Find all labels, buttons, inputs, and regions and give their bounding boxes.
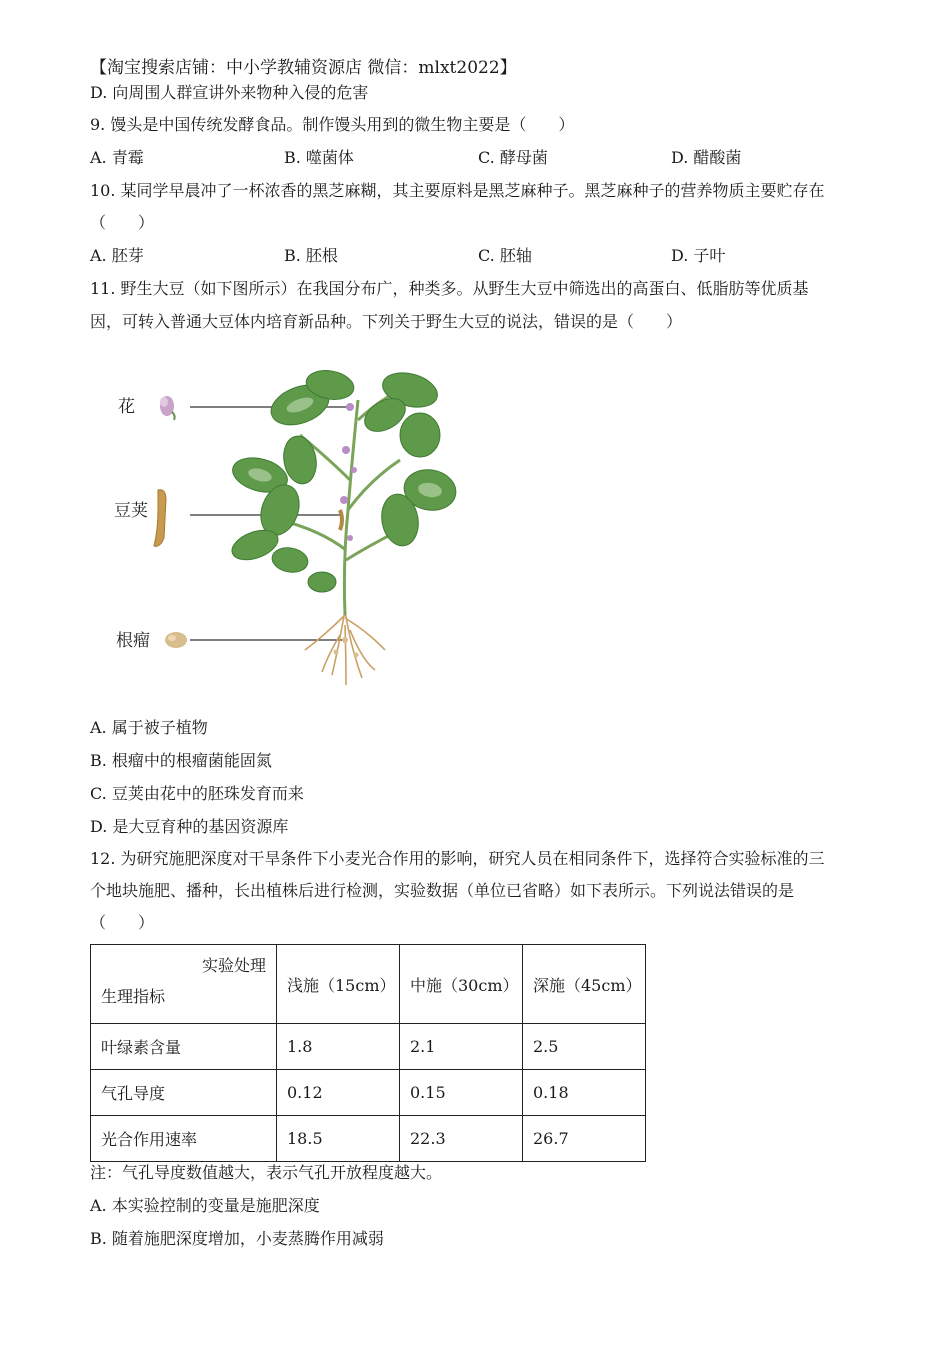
- row-label: 叶绿素含量: [91, 1024, 277, 1070]
- q11-stem-line1: 11. 野生大豆（如下图所示）在我国分布广，种类多。从野生大豆中筛选出的高蛋白、低脂肪等优质基: [90, 279, 809, 298]
- corner-bottom-label: 生理指标: [101, 987, 166, 1006]
- row-label: 光合作用速率: [91, 1116, 277, 1162]
- label-nodule: 根瘤: [116, 631, 150, 650]
- q12-stem-line1: 12. 为研究施肥深度对干旱条件下小麦光合作用的影响，研究人员在相同条件下，选择符合实验标准的三: [90, 849, 825, 868]
- table-cell: 18.5: [277, 1116, 400, 1162]
- q9-option-d: D. 醋酸菌: [671, 148, 742, 167]
- corner-top-label: 实验处理: [201, 956, 266, 975]
- q9-option-c: C. 酵母菌: [478, 148, 548, 167]
- label-pod: 豆荚: [114, 501, 148, 520]
- table-cell: 0.12: [277, 1070, 400, 1116]
- q9-option-a: A. 青霉: [90, 148, 144, 167]
- table-note: 注：气孔导度数值越大，表示气孔开放程度越大。: [90, 1163, 443, 1182]
- column-header: 深施（45cm）: [523, 945, 646, 1024]
- column-header: 浅施（15cm）: [277, 945, 400, 1024]
- q8-option-d: D. 向周围人群宣讲外来物种入侵的危害: [90, 83, 369, 102]
- table-cell: 2.5: [523, 1024, 646, 1070]
- q11-stem-line2: 因，可转入普通大豆体内培育新品种。下列关于野生大豆的说法，错误的是（ ）: [90, 312, 683, 331]
- q10-stem-line2: （ ）: [90, 213, 155, 232]
- pod-specimen-icon: [154, 490, 166, 547]
- table-cell: 22.3: [400, 1116, 523, 1162]
- q10-option-d: D. 子叶: [671, 246, 726, 265]
- q10-option-b: B. 胚根: [284, 246, 338, 265]
- flower-specimen-icon: [160, 396, 175, 420]
- soybean-plant-figure: [100, 360, 480, 690]
- experiment-data-table: [90, 944, 646, 1162]
- q12-stem-line3: （ ）: [90, 913, 155, 932]
- table-row: [91, 1070, 646, 1116]
- table-cell: 2.1: [400, 1024, 523, 1070]
- table-corner-cell: [91, 945, 277, 1024]
- table-header-row: [91, 945, 646, 1024]
- q11-option-a: A. 属于被子植物: [90, 718, 208, 737]
- q11-option-c: C. 豆荚由花中的胚珠发育而来: [90, 784, 304, 803]
- roots: [305, 610, 385, 685]
- label-flower: 花: [118, 397, 135, 416]
- table-cell: 0.15: [400, 1070, 523, 1116]
- column-header: 中施（30cm）: [400, 945, 523, 1024]
- table-row: [91, 1024, 646, 1070]
- q10-stem-line1: 10. 某同学早晨冲了一杯浓香的黑芝麻糊，其主要原料是黑芝麻种子。黑芝麻种子的营养物质主要贮存在: [90, 181, 825, 200]
- row-label: 气孔导度: [91, 1070, 277, 1116]
- watermark-header: 【淘宝搜索店铺：中小学教辅资源店 微信：mlxt2022】: [90, 58, 517, 78]
- q12-stem-line2: 个地块施肥、播种，长出植株后进行检测，实验数据（单位已省略）如下表所示。下列说法错误的是: [90, 881, 795, 900]
- q12-option-b: B. 随着施肥深度增加，小麦蒸腾作用减弱: [90, 1229, 384, 1248]
- q11-option-b: B. 根瘤中的根瘤菌能固氮: [90, 751, 272, 770]
- table-cell: 1.8: [277, 1024, 400, 1070]
- q9-stem: 9. 馒头是中国传统发酵食品。制作馒头用到的微生物主要是（ ）: [90, 115, 575, 134]
- q9-option-b: B. 噬菌体: [284, 148, 354, 167]
- table-cell: 0.18: [523, 1070, 646, 1116]
- q11-option-d: D. 是大豆育种的基因资源库: [90, 817, 289, 836]
- nodule-specimen-icon: [165, 632, 187, 648]
- table-row: [91, 1116, 646, 1162]
- q12-option-a: A. 本实验控制的变量是施肥深度: [90, 1196, 320, 1215]
- q10-option-a: A. 胚芽: [90, 246, 144, 265]
- table-cell: 26.7: [523, 1116, 646, 1162]
- q10-option-c: C. 胚轴: [478, 246, 532, 265]
